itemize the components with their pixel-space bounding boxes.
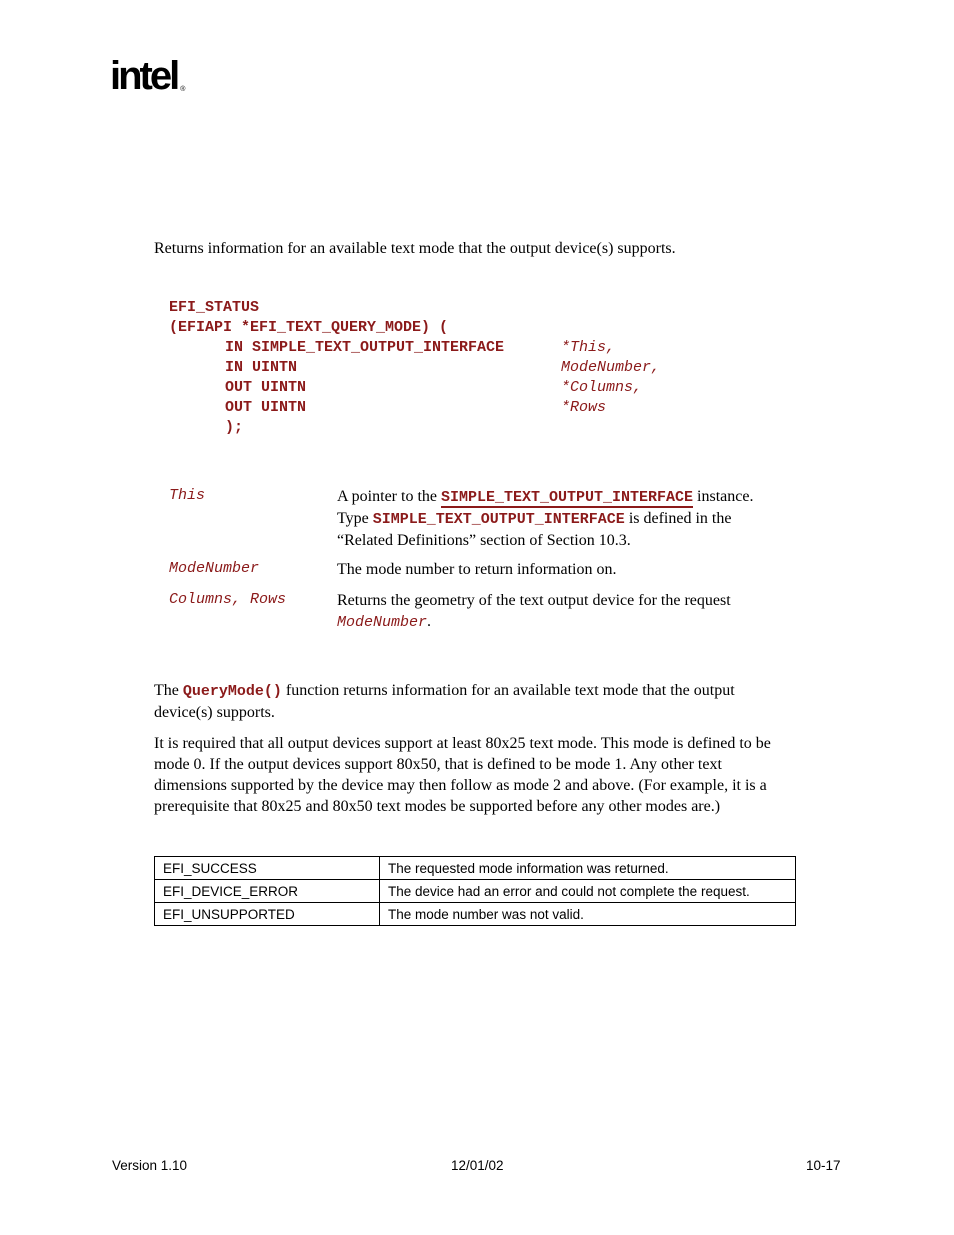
table-row <box>155 903 796 926</box>
summary-text: Returns information for an available text mode that the output device(s) supports. <box>154 240 676 257</box>
description-p2-line: mode 0. If the output devices support 80x50, that is defined to be mode 1. Any other text <box>154 756 722 773</box>
param-type-mode: IN UINTN <box>225 359 298 376</box>
param-desc-this <box>337 486 817 551</box>
param-desc-columns-rows-text: Returns the geometry of the text output device for the request <box>337 592 731 609</box>
prototype-close: ); <box>225 419 244 436</box>
table-row <box>155 880 796 903</box>
description-paragraph-2 <box>154 733 844 817</box>
description-p2-line: It is required that all output devices support at least 80x25 text mode. This mode is defined to be <box>154 735 771 752</box>
footer-date: 12/01/02 <box>451 1158 504 1173</box>
footer-version: Version 1.10 <box>112 1158 188 1173</box>
param-type-rows: OUT UINTN <box>225 399 307 416</box>
description-p2-line: prerequisite that 80x25 and 80x50 text modes be supported before any other modes are.) <box>154 798 721 815</box>
footer-page-number: 10-17 <box>806 1158 841 1173</box>
status-codes-table <box>154 856 796 926</box>
description-p1-line2: device(s) supports. <box>154 704 275 721</box>
description-paragraph-1 <box>154 680 834 723</box>
param-desc-this-type-post: is defined in the <box>624 510 732 527</box>
param-desc-this-post: instance. <box>693 488 754 505</box>
prototype-block <box>169 298 729 443</box>
param-name-columns: *Columns, <box>561 379 643 396</box>
param-desc-this-pre: A pointer to the <box>337 488 441 505</box>
param-name-rows: *Rows <box>561 399 607 416</box>
logo-text: intel <box>110 54 178 98</box>
status-code-cell: EFI_UNSUPPORTED <box>155 903 380 926</box>
status-desc-cell: The device had an error and could not complete the request. <box>380 880 796 903</box>
param-desc-columns-rows-code: ModeNumber <box>337 614 428 631</box>
param-desc-this-type-code: SIMPLE_TEXT_OUTPUT_INTERFACE <box>372 511 625 528</box>
status-code-cell: EFI_DEVICE_ERROR <box>155 880 380 903</box>
param-type-this: IN SIMPLE_TEXT_OUTPUT_INTERFACE <box>225 339 505 356</box>
status-desc-cell: The mode number was not valid. <box>380 903 796 926</box>
param-label-this: This <box>169 487 206 504</box>
param-desc-mode-number: The mode number to return information on. <box>337 561 617 578</box>
intel-logo <box>110 54 186 98</box>
param-name-this: *This, <box>561 339 616 356</box>
prototype-return-type: EFI_STATUS <box>169 299 260 316</box>
param-name-mode: ModeNumber, <box>561 359 661 376</box>
param-label-mode-number: ModeNumber <box>169 560 260 577</box>
description-p1-post: function returns information for an available text mode that the output <box>281 682 735 699</box>
description-p1-pre: The <box>154 682 183 699</box>
status-desc-cell: The requested mode information was returned. <box>380 857 796 880</box>
param-type-columns: OUT UINTN <box>225 379 307 396</box>
querymode-function-name: QueryMode() <box>182 683 282 700</box>
prototype-declaration: (EFIAPI *EFI_TEXT_QUERY_MODE) ( <box>169 319 449 336</box>
description-p2-line: dimensions supported by the device may then follow as mode 2 and above. (For example, it is a <box>154 777 767 794</box>
param-label-columns-rows: Columns, Rows <box>169 591 287 608</box>
param-desc-columns-rows-post: . <box>427 613 432 630</box>
table-row <box>155 857 796 880</box>
status-code-cell: EFI_SUCCESS <box>155 857 380 880</box>
registered-mark: ® <box>180 86 186 93</box>
param-desc-this-type-pre: Type <box>337 510 373 527</box>
simple-text-output-interface-link[interactable]: SIMPLE_TEXT_OUTPUT_INTERFACE <box>440 489 694 506</box>
param-desc-columns-rows <box>337 590 817 633</box>
param-desc-this-line3: “Related Definitions” section of Section 10.3. <box>337 532 631 549</box>
